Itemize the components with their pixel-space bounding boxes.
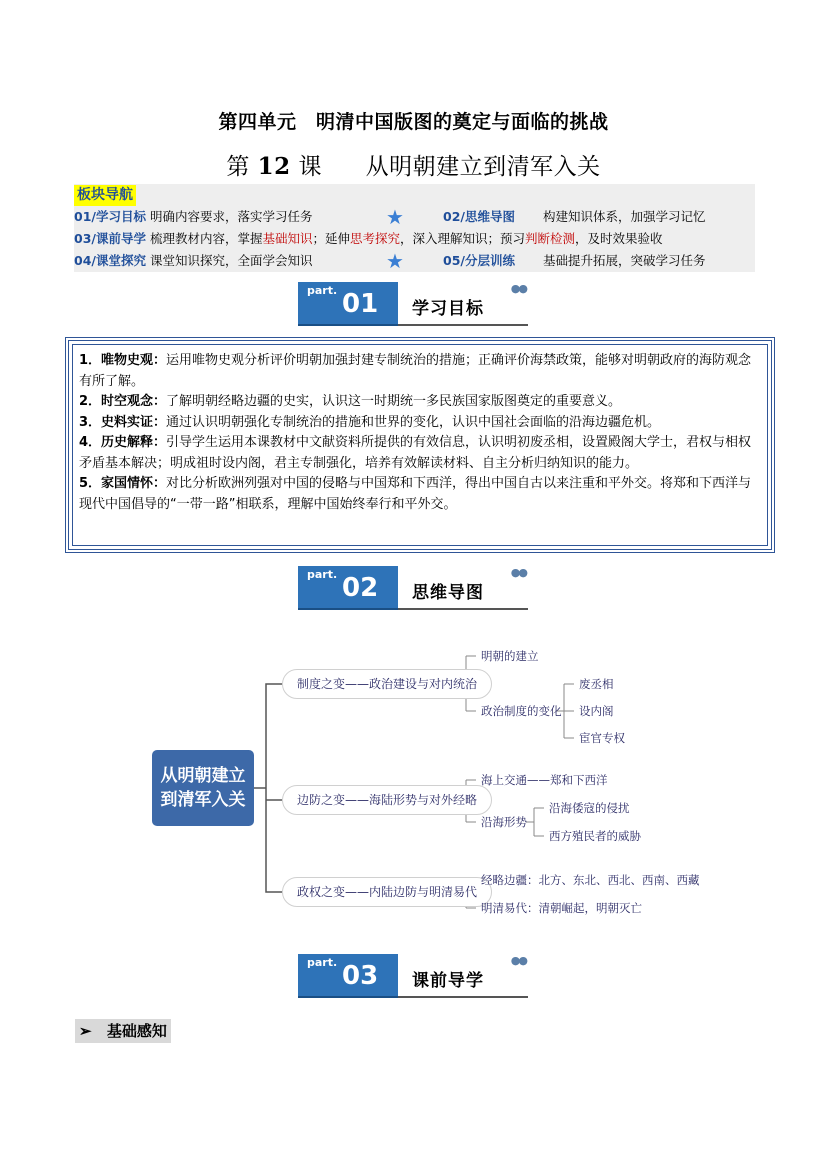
nav-desc: 明确内容要求，落实学习任务 (149, 209, 313, 224)
part-tag: part. (307, 568, 338, 581)
mindmap-root: 从明朝建立 到清军入关 (152, 750, 254, 826)
goal-item: 2．时空观念：了解明朝经略边疆的史实，认识这一时期统一多民族国家版图奠定的重要意义。 (79, 394, 622, 409)
arrow-icon: ➢ (79, 1022, 92, 1040)
mindmap-leaf: 经略边疆：北方、东北、西北、西南、西藏 (481, 873, 700, 887)
mindmap-leaf: 政治制度的变化 (481, 704, 562, 718)
nav-desc: ；延伸 (312, 231, 350, 246)
nav-header: 板块导航 (74, 185, 136, 206)
nav-link-classroom[interactable]: 04/课堂探究 (74, 253, 146, 268)
part-tag: part. (307, 956, 338, 969)
part-number: 02 (342, 573, 379, 603)
dots-icon: ●● (510, 566, 526, 579)
nav-desc: 基础提升拓展，突破学习任务 (543, 253, 706, 268)
lesson-number: 12 (257, 153, 291, 180)
lesson-prefix: 第 (226, 154, 250, 180)
part-label: 学习目标 (412, 299, 484, 319)
nav-desc: 课堂知识探究，全面学会知识 (149, 253, 313, 268)
mindmap-leaf: 明清易代：清朝崛起，明朝灭亡 (481, 901, 642, 915)
section-title: 基础感知 (106, 1022, 167, 1040)
dots-icon: ●● (510, 954, 526, 967)
lesson-suffix: 课 (298, 154, 322, 180)
nav-desc: ，及时效果验收 (575, 231, 663, 246)
dots-icon: ●● (510, 282, 526, 295)
part-number: 01 (342, 289, 379, 319)
mindmap-leaf: 宦官专权 (579, 731, 625, 745)
mindmap-leaf: 废丞相 (579, 677, 614, 691)
mindmap-leaf: 设内阁 (579, 704, 614, 718)
mindmap-leaf: 西方殖民者的威胁 (549, 829, 641, 843)
nav-desc: 梳理教材内容，掌握 (149, 231, 263, 246)
mindmap-branch: 政权之变——内陆边防与明清易代 (282, 877, 492, 907)
part-label: 思维导图 (412, 583, 484, 603)
part-label: 课前导学 (412, 971, 484, 991)
mindmap-branch: 制度之变——政治建设与对内统治 (282, 669, 492, 699)
mindmap-leaf: 沿海倭寇的侵扰 (549, 801, 630, 815)
nav-link-learning-goals[interactable]: 01/学习目标 (74, 209, 146, 224)
mindmap-branch: 边防之变——海陆形势与对外经略 (282, 785, 492, 815)
lesson-name: 从明朝建立到清军入关 (365, 154, 601, 180)
goal-item: 4．历史解释：引导学生运用本课教材中文献资料所提供的有效信息，认识明初废丞相，设置殿阁大学士，君权与相权矛盾基本解决；明成祖时设内阁，君主专制强化，培养有效解读材料、自主分析归纳知识的能力。 (79, 435, 752, 471)
nav-highlight: 判断检测 (525, 231, 576, 246)
mindmap-leaf: 明朝的建立 (481, 649, 539, 663)
mindmap-leaf: 海上交通——郑和下西洋 (481, 773, 608, 787)
section-basic-perception (75, 1019, 171, 1043)
nav-highlight: 基础知识 (262, 231, 313, 246)
nav-highlight: 思考探究 (350, 231, 401, 246)
part-number: 03 (342, 961, 379, 991)
goal-item: 3．史料实证：通过认识明朝强化专制统治的措施和世界的变化，认识中国社会面临的沿海边疆危机。 (79, 414, 661, 430)
mindmap-leaf: 沿海形势 (481, 815, 527, 829)
goal-item: 1．唯物史观：运用唯物史观分析评价明朝加强封建专制统治的措施；正确评价海禁政策，能够对明朝政府的海防观念有所了解。 (79, 353, 752, 389)
star-icon: ★ (386, 249, 404, 273)
nav-desc: ，深入理解知识；预习 (400, 231, 526, 246)
nav-link-preview[interactable]: 03/课前导学 (74, 231, 146, 246)
star-icon: ★ (386, 205, 404, 229)
goal-item: 5．家国情怀：对比分析欧洲列强对中国的侵略与中国郑和下西洋，得出中国自古以来注重和平外交。将郑和下西洋与现代中国倡导的“一带一路”相联系，理解中国始终奉行和平外交。 (79, 476, 752, 512)
part-header-03 (298, 954, 528, 998)
nav-desc: 构建知识体系，加强学习记忆 (543, 209, 706, 224)
nav-link-training[interactable]: 05/分层训练 (443, 253, 515, 268)
nav-link-mind-map[interactable]: 02/思维导图 (443, 209, 515, 224)
part-tag: part. (307, 284, 338, 297)
unit-title: 第四单元 明清中国版图的奠定与面临的挑战 (218, 111, 609, 133)
